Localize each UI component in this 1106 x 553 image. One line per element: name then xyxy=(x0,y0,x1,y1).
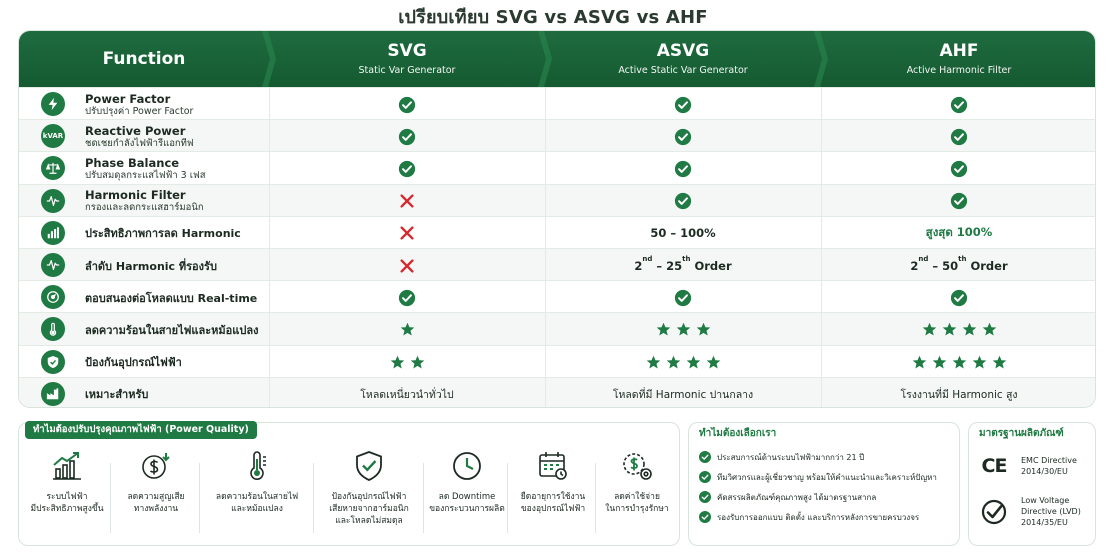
star-icon xyxy=(696,322,711,337)
lightning-icon xyxy=(41,92,65,116)
table-row xyxy=(19,345,1096,378)
star-rating xyxy=(656,322,711,337)
check-icon xyxy=(398,289,416,307)
power-quality-item: ยืดอายุการใช้งาน ของอุปกรณ์ไฟฟ้า xyxy=(511,449,595,541)
column-divider xyxy=(545,87,546,408)
function-name: ลำดับ Harmonic ที่รองรับ xyxy=(85,259,217,273)
header-asvg xyxy=(545,31,821,87)
standard-emc xyxy=(977,451,1077,481)
thermometer-icon xyxy=(41,317,65,341)
table-row xyxy=(19,248,1096,281)
thermometer-icon xyxy=(240,449,274,483)
comparison-table xyxy=(18,30,1096,408)
star-icon xyxy=(942,322,957,337)
star-icon xyxy=(962,322,977,337)
table-row xyxy=(19,216,1096,249)
cell-ahf xyxy=(821,281,1096,314)
gauge-icon xyxy=(41,285,65,309)
header-divider xyxy=(262,31,276,87)
star-icon xyxy=(922,322,937,337)
star-icon xyxy=(706,355,721,370)
power-quality-item: ระบบไฟฟ้า มีประสิทธิภาพสูงขึ้น xyxy=(25,449,109,541)
standard-lvd-l2: Directive (LVD) xyxy=(1021,507,1081,516)
power-quality-item: ลดความสูญเสีย ทางพลังงาน xyxy=(114,449,198,541)
cell-asvg: โหลดที่มี Harmonic ปานกลาง xyxy=(612,388,754,401)
star-rating xyxy=(390,355,425,370)
star-icon xyxy=(982,322,997,337)
table-row xyxy=(19,312,1096,345)
check-icon xyxy=(674,96,692,114)
star-icon xyxy=(390,355,405,370)
header-divider xyxy=(538,31,552,87)
page-title: เปรียบเทียบ SVG vs ASVG vs AHF xyxy=(398,7,708,28)
function-name: Phase Balance ปรับสมดุลกระแสไฟฟ้า 3 เฟส xyxy=(85,155,206,181)
cell-ahf xyxy=(821,185,1096,218)
star-icon xyxy=(676,322,691,337)
cell-asvg xyxy=(545,152,821,185)
star-rating xyxy=(400,322,415,337)
cell-ahf xyxy=(821,313,1096,346)
cell-svg xyxy=(269,217,545,250)
check-icon xyxy=(699,511,711,523)
function-name: Reactive Power ชดเชยกำลังไฟฟ้ารีแอกทีฟ xyxy=(85,123,194,149)
cell-asvg: 2nd – 25th Order xyxy=(634,254,732,273)
cell-ahf: โรงงานที่มี Harmonic สูง xyxy=(900,388,1018,401)
standard-emc-l1: EMC Directive xyxy=(1021,456,1077,465)
power-quality-title: ทำไมต้องปรับปรุงคุณภาพไฟฟ้า (Power Quality) xyxy=(25,421,257,439)
shield-check-icon xyxy=(352,449,386,483)
standard-lvd xyxy=(977,495,1081,528)
function-name: ลดความร้อนในสายไฟและหม้อแปลง xyxy=(85,323,259,337)
table-row xyxy=(19,377,1096,408)
power-quality-item: ลด Downtime ของกระบวนการผลิต xyxy=(427,449,507,541)
cell-svg xyxy=(269,313,545,346)
cell-svg xyxy=(269,88,545,121)
header-ahf-sub: Active Harmonic Filter xyxy=(906,65,1012,76)
why-us-item: ทีมวิศวกรและผู้เชี่ยวชาญ พร้อมให้คำแนะนำและวิเคราะห์ปัญหา xyxy=(699,470,937,484)
star-icon xyxy=(686,355,701,370)
clock-icon xyxy=(450,449,484,483)
star-icon xyxy=(410,355,425,370)
function-name: เหมาะสำหรับ xyxy=(85,388,149,402)
star-icon xyxy=(656,322,671,337)
divider xyxy=(199,463,200,533)
kvar-icon: kVAR xyxy=(41,124,65,148)
star-icon xyxy=(646,355,661,370)
cell-ahf xyxy=(821,152,1096,185)
cell-svg: โหลดเหนี่ยวนำทั่วไป xyxy=(360,388,454,401)
balance-scale-icon xyxy=(41,156,65,180)
table-row xyxy=(19,119,1096,152)
table-row xyxy=(19,151,1096,184)
check-icon xyxy=(950,192,968,210)
check-icon xyxy=(674,128,692,146)
waveform-icon xyxy=(41,253,65,277)
factory-icon xyxy=(41,382,65,406)
table-row xyxy=(19,280,1096,313)
header-asvg-sub: Active Static Var Generator xyxy=(618,65,748,76)
waveform-icon xyxy=(41,189,65,213)
check-icon xyxy=(674,289,692,307)
cell-ahf xyxy=(821,88,1096,121)
cell-ahf xyxy=(821,346,1096,379)
calendar-icon xyxy=(536,449,570,483)
standards-title: มาตรฐานผลิตภัณฑ์ xyxy=(979,428,1064,439)
check-icon xyxy=(950,96,968,114)
check-icon xyxy=(950,289,968,307)
table-row xyxy=(19,87,1096,120)
standard-emc-l2: 2014/30/EU xyxy=(1021,467,1068,476)
check-icon xyxy=(950,160,968,178)
bar-chart-icon xyxy=(41,221,65,245)
cell-asvg xyxy=(545,88,821,121)
shield-icon xyxy=(41,350,65,374)
header-svg xyxy=(269,31,545,87)
header-svg-sub: Static Var Generator xyxy=(358,65,456,76)
check-mark-icon xyxy=(977,497,1011,527)
cell-svg xyxy=(269,249,545,282)
divider xyxy=(507,463,508,533)
standards-panel xyxy=(968,422,1096,546)
cell-ahf: สูงสุด 100% xyxy=(925,225,993,240)
check-icon xyxy=(699,491,711,503)
star-icon xyxy=(952,355,967,370)
cell-svg xyxy=(269,152,545,185)
standard-lvd-l3: 2014/35/EU xyxy=(1021,518,1068,527)
money-down-icon xyxy=(139,449,173,483)
cell-svg xyxy=(269,346,545,379)
table-header xyxy=(19,31,1096,87)
cell-asvg xyxy=(545,281,821,314)
cell-asvg xyxy=(545,313,821,346)
function-name: ตอบสนองต่อโหลดแบบ Real-time xyxy=(85,291,258,305)
divider xyxy=(595,463,596,533)
divider xyxy=(423,463,424,533)
check-icon xyxy=(950,128,968,146)
star-icon xyxy=(666,355,681,370)
check-icon xyxy=(699,471,711,483)
check-icon xyxy=(674,192,692,210)
check-icon xyxy=(398,128,416,146)
header-svg-name: SVG xyxy=(387,41,427,61)
star-icon xyxy=(992,355,1007,370)
header-ahf xyxy=(821,31,1096,87)
column-divider xyxy=(269,87,270,408)
check-icon xyxy=(699,451,711,463)
star-rating xyxy=(646,355,721,370)
cell-svg xyxy=(269,281,545,314)
money-gears-icon xyxy=(620,449,654,483)
cell-asvg xyxy=(545,185,821,218)
cross-icon xyxy=(398,224,416,242)
why-us-title: ทำไมต้องเลือกเรา xyxy=(699,428,777,439)
header-divider xyxy=(814,31,828,87)
why-us-item: ประสบการณ์ด้านระบบไฟฟ้ามากกว่า 21 ปี xyxy=(699,450,864,464)
cell-svg xyxy=(269,120,545,153)
header-asvg-name: ASVG xyxy=(656,41,710,61)
ce-mark-icon: CE xyxy=(981,455,1007,477)
cell-asvg xyxy=(545,120,821,153)
standard-lvd-l1: Low Voltage xyxy=(1021,496,1070,505)
table-row xyxy=(19,184,1096,217)
power-quality-panel xyxy=(18,422,680,546)
star-icon xyxy=(400,322,415,337)
growth-chart-icon xyxy=(50,449,84,483)
why-us-item: คัดสรรผลิตภัณฑ์คุณภาพสูง ได้มาตรฐานสากล xyxy=(699,490,876,504)
cell-asvg xyxy=(545,346,821,379)
divider xyxy=(110,463,111,533)
cell-asvg: 50 – 100% xyxy=(650,226,716,241)
star-rating xyxy=(922,322,997,337)
star-rating xyxy=(912,355,1007,370)
function-name: ประสิทธิภาพการลด Harmonic xyxy=(85,227,241,241)
cell-ahf: 2nd – 50th Order xyxy=(910,254,1008,273)
cell-svg xyxy=(269,185,545,218)
function-name: Power Factor ปรับปรุงค่า Power Factor xyxy=(85,91,194,117)
header-function: Function xyxy=(102,49,186,69)
power-quality-item: ลดความร้อนในสายไฟ และหม้อแปลง xyxy=(203,449,311,541)
cross-icon xyxy=(398,257,416,275)
power-quality-item: ลดค่าใช้จ่าย ในการบำรุงรักษา xyxy=(599,449,675,541)
why-us-panel xyxy=(688,422,960,546)
check-icon xyxy=(398,160,416,178)
star-icon xyxy=(932,355,947,370)
why-us-item: รองรับการออกแบบ ติดตั้ง และบริการหลังการขายครบวงจร xyxy=(699,510,919,524)
power-quality-item: ป้องกันอุปกรณ์ไฟฟ้า เสียหายจากฮาร์มอนิก และโหลดไม่สมดุล xyxy=(317,449,421,541)
function-name: Harmonic Filter กรองและลดกระแสฮาร์มอนิก xyxy=(85,188,204,214)
column-divider xyxy=(821,87,822,408)
header-ahf-name: AHF xyxy=(939,41,979,61)
check-icon xyxy=(398,96,416,114)
star-icon xyxy=(912,355,927,370)
cross-icon xyxy=(398,192,416,210)
function-name: ป้องกันอุปกรณ์ไฟฟ้า xyxy=(85,356,182,370)
check-icon xyxy=(674,160,692,178)
star-icon xyxy=(972,355,987,370)
cell-ahf xyxy=(821,120,1096,153)
divider xyxy=(313,463,314,533)
